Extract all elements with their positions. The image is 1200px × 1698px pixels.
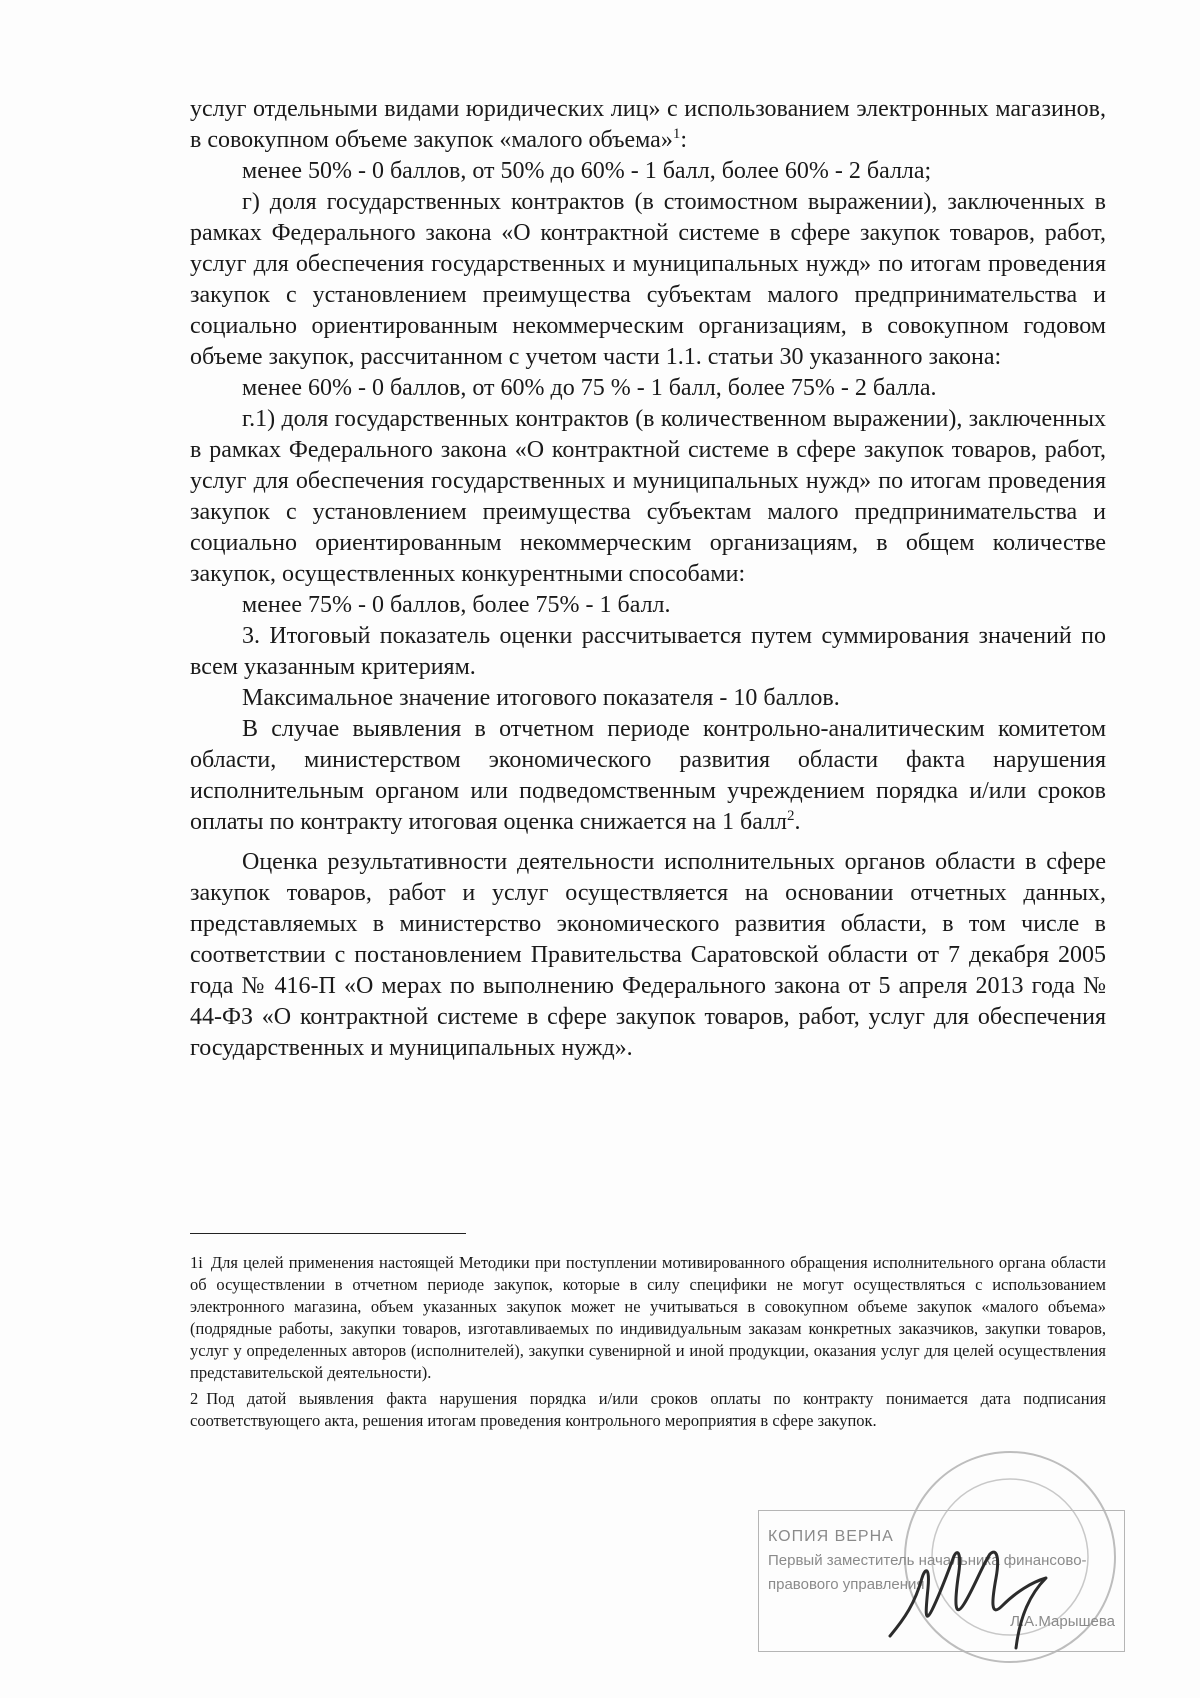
footnotes (190, 1252, 1106, 1436)
stamp-signatory-name: Л.А.Марышева (1010, 1613, 1115, 1630)
footnote-divider (190, 1233, 466, 1234)
stamp-title: КОПИЯ ВЕРНА (768, 1528, 894, 1545)
footnote-mark: 1i (190, 1253, 203, 1272)
footnote-ref-2: 2 (787, 808, 795, 824)
score-scale-small-volume: менее 50% - 0 баллов, от 50% до 60% - 1 балл, более 60% - 2 балла; (242, 158, 932, 184)
paragraph-continuation: услуг отдельными видами юридических лиц» с использованием электронных магазинов, в совокупном объеме закупок «малого объема»$^1$: (190, 96, 1106, 153)
footnote-2: 2 Под датой выявления факта нарушения порядка и/или сроков оплаты по контракту понимается дата подписания соответствующего акта, решения итогам проведения контрольного мероприятия в сфере закупок. (190, 1389, 1106, 1430)
footnote-1: 1i Для целей применения настоящей Методики при поступлении мотивированного обращения исполнительного органа области об осуществлении в отчетном периоде закупок, которые в силу специфики не могут осуществляться с использованием электронного магазина, объем указанных закупок может не учитываться в совокупном объеме закупок «малого объема» (подрядные работы, закупки товаров, изготавливаемых по индивидуальным заказам конкретных заказчиков, закупки товаров, услуг у определенных авторов (исполнителей), закупки сувенирной и иной продукции, оказания услуг для целей осуществления представительской деятельности). (190, 1253, 1106, 1382)
footnote-mark: 2 (190, 1389, 199, 1408)
criterion-g: г) доля государственных контрактов (в стоимостном выражении), заключенных в рамках Федерального закона «О контрактной системе в сфере закупок товаров, работ, услуг для обеспечения государственных и муниципальных нужд» по итогам проведения закупок с установлением преимущества субъектам малого предпринимательства и социально ориентированным некоммерческим организациям, в совокупном годовом объеме закупок, рассчитанном с учетом части 1.1. статьи 30 указанного закона: (190, 189, 1106, 370)
violation-paragraph: В случае выявления в отчетном периоде контрольно-аналитическим комитетом области, министерством экономического развития области факта нарушения исполнительным органом или подведомственным учреждением порядка и/или сроков оплаты по контракту итоговая оценка снижается на 1 балл$^2$. (190, 716, 1106, 835)
stamp-position-line-1: Первый заместитель начальника финансово- (768, 1552, 1087, 1569)
stamp-position-line-2: правового управления (768, 1576, 925, 1593)
score-scale-g1: менее 75% - 0 баллов, более 75% - 1 балл. (242, 592, 671, 618)
score-scale-g: менее 60% - 0 баллов, от 60% до 75 % - 1 балл, более 75% - 2 балла. (242, 375, 937, 401)
criterion-g1: г.1) доля государственных контрактов (в количественном выражении), заключенных в рамках Федерального закона «О контрактной системе в сфере закупок товаров, работ, услуг для обеспечения государственных и муниципальных нужд» по итогам проведения закупок с установлением преимущества субъектам малого предпринимательства и социально ориентированным некоммерческим организациям, в общем количестве закупок, осуществленных конкурентными способами: (190, 406, 1106, 587)
footnote-ref-1: 1 (672, 126, 681, 142)
assessment-paragraph: Оценка результативности деятельности исполнительных органов области в сфере закупок товаров, работ и услуг осуществляется на основании отчетных данных, представляемых в министерство экономического развития области, в том числе в соответствии с постановлением Правительства Саратовской области от 7 декабря 2005 года № 416-П «О мерах по выполнению Федерального закона от 5 апреля 2013 года № 44-ФЗ «О контрактной системе в сфере закупок товаров, работ, услуг для обеспечения государственных и муниципальных нужд». (190, 849, 1106, 1061)
clause-3: 3. Итоговый показатель оценки рассчитывается путем суммирования значений по всем указанным критериям. (190, 623, 1106, 680)
handwritten-signature (870, 1508, 1110, 1658)
document-body (190, 94, 1106, 1064)
max-score-paragraph: Максимальное значение итогового показателя - 10 баллов. (242, 685, 840, 711)
